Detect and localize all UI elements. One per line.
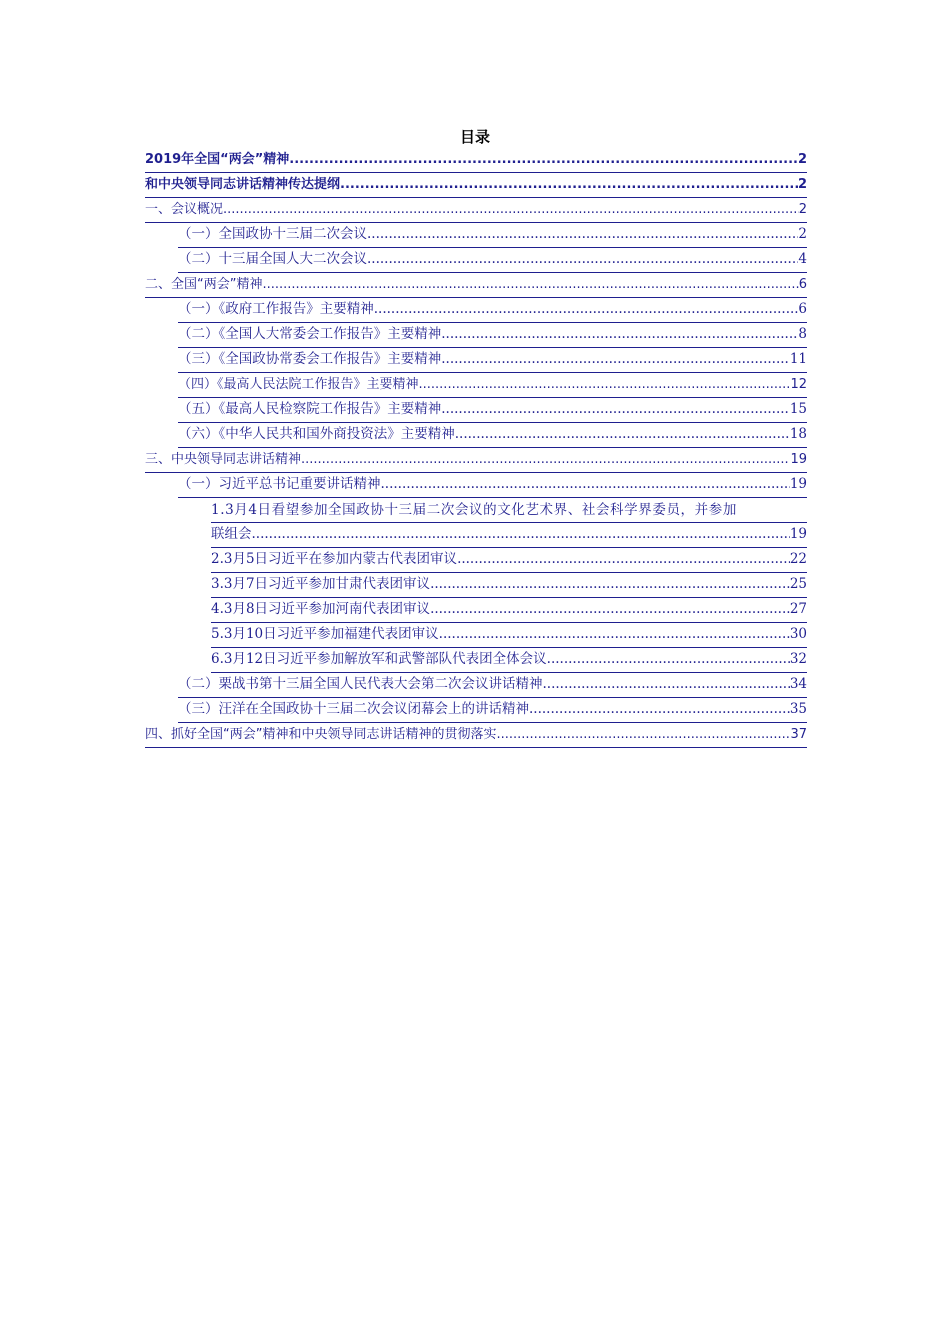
toc-entry[interactable]	[178, 248, 807, 273]
dot-leader	[455, 422, 790, 447]
toc-entry-page: 30	[789, 626, 807, 642]
toc-entry[interactable]	[145, 198, 807, 223]
toc-entry[interactable]	[178, 398, 807, 423]
toc-entry-label: （一）全国政协十三届二次会议	[178, 226, 367, 242]
toc-entry-line1	[211, 498, 807, 523]
toc-entry-label: 4.3月8日习近平参加河南代表团审议	[211, 601, 431, 617]
toc-entry[interactable]	[178, 298, 807, 323]
toc-entry[interactable]	[211, 498, 807, 548]
toc-entry-label-continued: 联组会	[211, 526, 252, 542]
toc-entry[interactable]	[145, 173, 807, 198]
toc-entry-page: 15	[789, 401, 807, 417]
toc-entry-page: 4	[798, 251, 807, 267]
dot-leader	[457, 547, 790, 572]
dot-leader	[441, 322, 798, 347]
toc-entry-label: （四）《最高人民法院工作报告》主要精神	[178, 377, 419, 392]
toc-entry-label: 2019年全国“两会”精神	[145, 152, 290, 167]
toc-entry-page: 8	[798, 326, 807, 342]
toc-entry-page: 34	[789, 676, 807, 692]
toc-entry-label: 3.3月7日习近平参加甘肃代表团审议	[211, 576, 431, 592]
toc-entry-line2	[211, 523, 807, 548]
toc-entry[interactable]	[145, 273, 807, 298]
toc-entry[interactable]	[178, 473, 807, 498]
dot-leader	[381, 472, 790, 497]
toc-entry-page: 11	[789, 351, 807, 367]
toc-entry[interactable]	[145, 448, 807, 473]
dot-leader	[374, 297, 799, 322]
toc-entry-label: 三、中央领导同志讲话精神	[145, 452, 302, 467]
dot-leader	[430, 572, 790, 597]
toc-entry-page: 18	[789, 426, 807, 442]
toc-entry-page: 27	[789, 601, 807, 617]
dot-leader	[419, 372, 791, 397]
dot-leader	[340, 172, 798, 197]
toc-entry-page: 19	[789, 476, 807, 492]
toc-entry[interactable]	[145, 723, 807, 748]
dot-leader	[441, 397, 790, 422]
dot-leader	[496, 722, 790, 747]
toc-entry[interactable]	[211, 648, 807, 673]
toc-title: 目录	[459, 128, 490, 146]
toc-entry-label: （一）习近平总书记重要讲话精神	[178, 476, 381, 492]
toc-entry[interactable]	[211, 598, 807, 623]
toc-entry-label: 1.3月4日看望参加全国政协十三届二次会议的文化艺术界、社会科学界委员，并参加	[211, 502, 737, 518]
dot-leader	[430, 597, 790, 622]
toc-entry-page: 25	[789, 576, 807, 592]
toc-entry-page: 6	[798, 277, 807, 292]
toc-entry-page: 19	[789, 526, 807, 542]
toc-entry-label: （一）《政府工作报告》主要精神	[178, 301, 374, 317]
toc-entry-page: 6	[798, 301, 807, 317]
toc-entry-label: 5.3月10日习近平参加福建代表团审议	[211, 626, 439, 642]
toc-entry-label: （二）十三届全国人大二次会议	[178, 251, 367, 267]
toc-entry-page: 37	[790, 727, 807, 742]
toc-entry-label: （二）《全国人大常委会工作报告》主要精神	[178, 326, 442, 342]
toc-entry-page: 22	[789, 551, 807, 567]
dot-leader	[367, 222, 798, 247]
toc-entry[interactable]	[178, 423, 807, 448]
toc-entry-page: 2	[797, 177, 807, 192]
toc-entry-label: 2.3月5日习近平在参加内蒙古代表团审议	[211, 551, 458, 567]
toc-entry[interactable]	[178, 348, 807, 373]
dot-leader	[543, 672, 790, 697]
toc-entry-label: （六）《中华人民共和国外商投资法》主要精神	[178, 426, 455, 442]
dot-leader	[547, 647, 790, 672]
dot-leader	[262, 272, 798, 297]
toc-entry-page: 2	[797, 152, 807, 167]
table-of-contents	[145, 148, 807, 748]
toc-entry-label: （三）汪洋在全国政协十三届二次会议闭幕会上的讲话精神	[178, 701, 529, 717]
toc-entry-page: 19	[790, 452, 807, 467]
toc-entry-page: 2	[798, 202, 807, 217]
dot-leader	[223, 197, 799, 222]
dot-leader	[441, 347, 790, 372]
toc-entry-label: 四、抓好全国“两会”精神和中央领导同志讲话精神的贯彻落实	[145, 727, 497, 742]
toc-entry-page: 35	[789, 701, 807, 717]
toc-entry[interactable]	[178, 698, 807, 723]
dot-leader	[301, 447, 790, 472]
toc-entry[interactable]	[211, 573, 807, 598]
toc-entry[interactable]	[178, 323, 807, 348]
toc-entry-label: （二）栗战书第十三届全国人民代表大会第二次会议讲话精神	[178, 676, 543, 692]
toc-entry-page: 2	[798, 226, 807, 242]
toc-entry[interactable]	[178, 223, 807, 248]
dot-leader	[529, 697, 790, 722]
dot-leader	[252, 522, 790, 547]
dot-leader	[367, 247, 798, 272]
dot-leader	[289, 147, 798, 172]
toc-entry-label: （三）《全国政协常委会工作报告》主要精神	[178, 351, 442, 367]
toc-entry-label: 和中央领导同志讲话精神传达提纲	[145, 177, 341, 192]
toc-entry[interactable]	[211, 548, 807, 573]
toc-entry-page: 12	[790, 377, 807, 392]
toc-entry[interactable]	[178, 373, 807, 398]
toc-entry[interactable]	[145, 148, 807, 173]
toc-entry-page: 32	[789, 651, 807, 667]
toc-entry-label: 二、全国“两会”精神	[145, 277, 263, 292]
toc-entry-label: 6.3月12日习近平参加解放军和武警部队代表团全体会议	[211, 651, 547, 667]
toc-entry[interactable]	[211, 623, 807, 648]
dot-leader	[439, 622, 790, 647]
toc-entry[interactable]	[178, 673, 807, 698]
toc-entry-label: 一、会议概况	[145, 202, 224, 217]
toc-entry-label: （五）《最高人民检察院工作报告》主要精神	[178, 401, 442, 417]
